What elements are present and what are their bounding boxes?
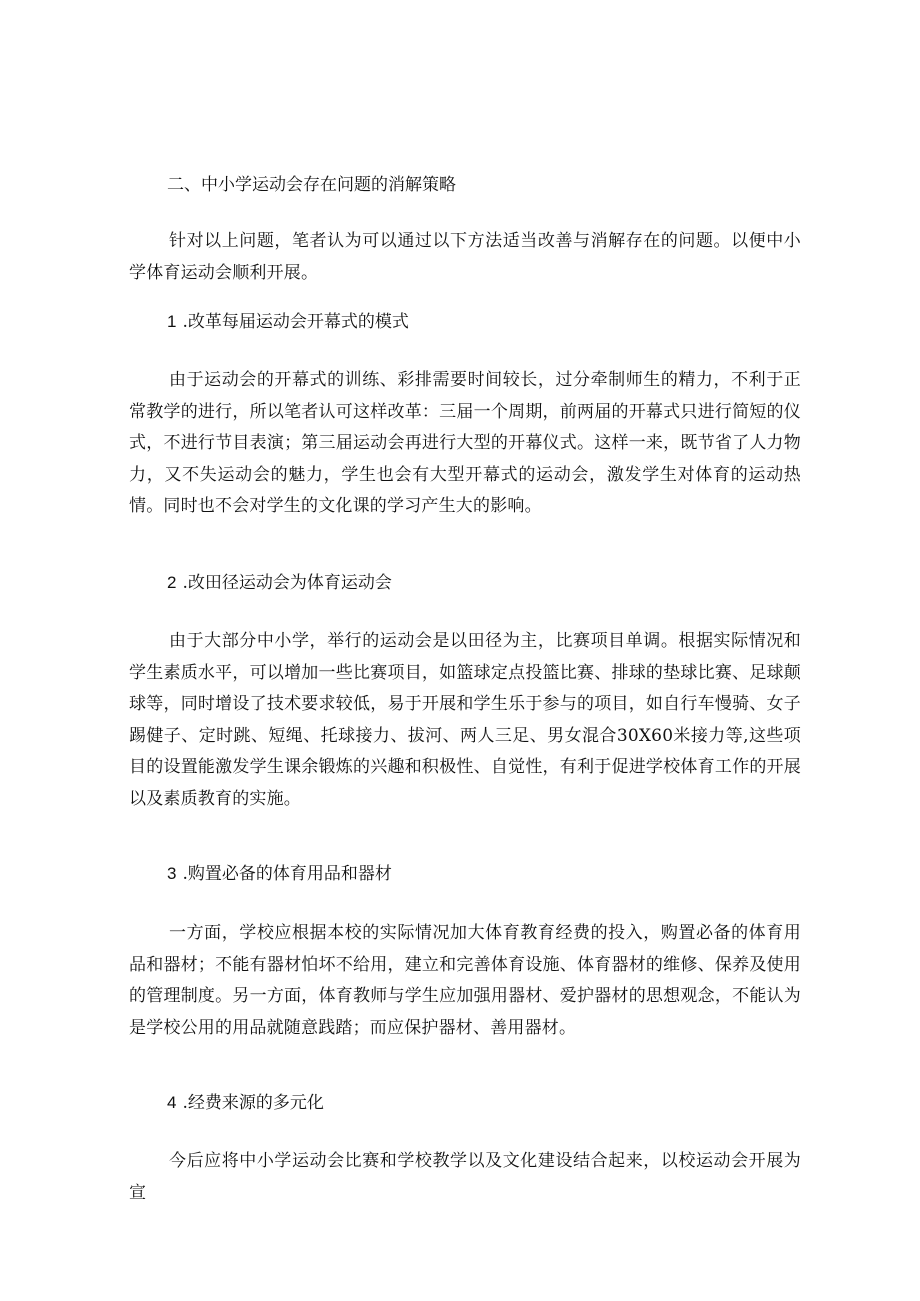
item-1-heading [167,310,409,334]
item-3-heading [167,862,392,886]
item-4-body: 今后应将中小学运动会比赛和学校教学以及文化建设结合起来，以校运动会开展为宣 [129,1151,801,1203]
item-1-body: 由于运动会的开幕式的训练、彩排需要时间较长，过分牵制师生的精力，不利于正常教学的进行，所以笔者认可这样改革：三届一个周期，前两届的开幕式只进行简短的仪式，不进行节目表演；第三届运动会再进行大型的开幕仪式。这样一来，既节省了人力物力，又不失运动会的魅力，学生也会有大型开幕式的运动会，激发学生对体育的运动热情。同时也不会对学生的文化课的学习产生大的影响。 [129,370,801,516]
item-2-number: 2 [167,573,177,592]
item-2-heading [167,571,392,595]
item-1-number: 1 [167,312,177,331]
item-1-title: .改革每届运动会开幕式的模式 [182,312,409,332]
item-4-heading [167,1091,324,1115]
item-4-title: .经费来源的多元化 [182,1093,324,1113]
item-4-number: 4 [167,1093,177,1112]
item-3-body: 一方面，学校应根据本校的实际情况加大体育教育经费的投入，购置必备的体育用品和器材；不能有器材怕坏不给用，建立和完善体育设施、体育器材的维修、保养及使用的管理制度。另一方面，体育教师与学生应加强用器材、爱护器材的思想观念，不能认为是学校公用的用品就随意践踏；而应保护器材、善用器材。 [129,923,801,1038]
intro-paragraph: 针对以上问题，笔者认为可以通过以下方法适当改善与消解存在的问题。以便中小学体育运动会顺利开展。 [129,231,801,283]
item-2-body: 由于大部分中小学，举行的运动会是以田径为主，比赛项目单调。根据实际情况和学生素质水平，可以增加一些比赛项目，如篮球定点投篮比赛、排球的垫球比赛、足球颠球等，同时增设了技术要求较低，易于开展和学生乐于参与的项目，如自行车慢骑、女子踢健子、定时跳、短绳、托球接力、拔河、两人三足、男女混合30X60米接力等,这些项目的设置能激发学生课余锻炼的兴趣和积极性、自觉性，有利于促进学校体育工作的开展以及素质教育的实施。 [129,631,801,809]
item-3-number: 3 [167,864,177,883]
section-title: 二、中小学运动会存在问题的消解策略 [167,175,456,195]
item-3-title: .购置必备的体育用品和器材 [182,864,392,884]
item-2-title: .改田径运动会为体育运动会 [182,573,392,593]
